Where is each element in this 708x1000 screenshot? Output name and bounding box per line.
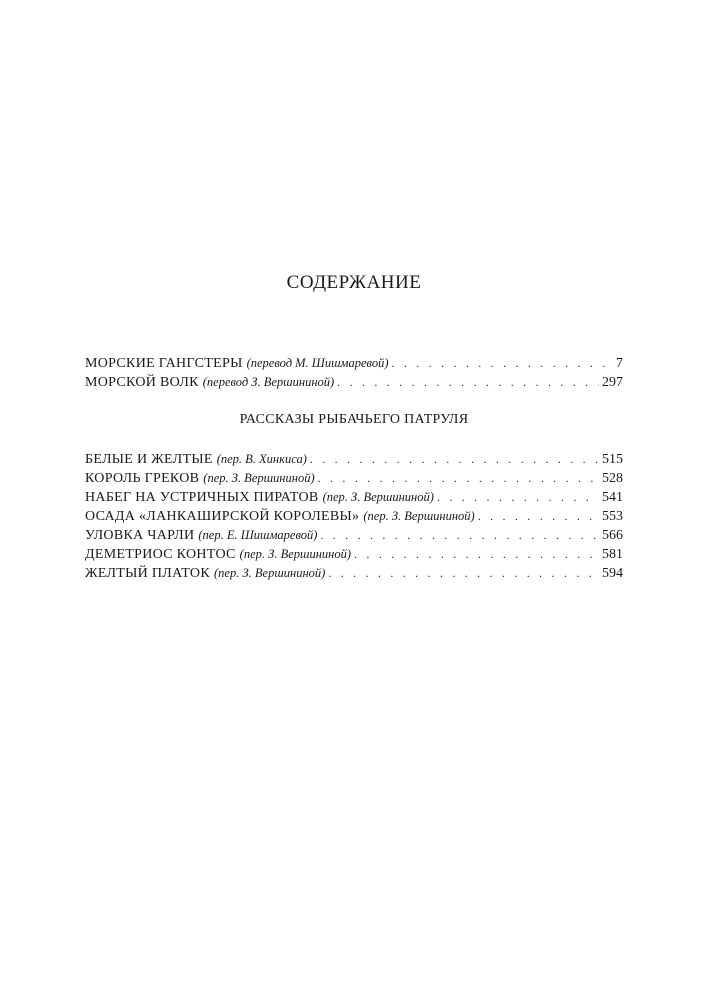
toc-entry [85, 526, 623, 545]
entry-page-number: 566 [602, 528, 623, 543]
page-title: СОДЕРЖАНИЕ [286, 272, 422, 293]
dot-leader [337, 373, 599, 392]
toc-entry [85, 450, 623, 469]
dot-leader [354, 545, 599, 564]
dot-leader [478, 507, 599, 526]
toc-entry [85, 354, 623, 373]
entry-title: ДЕМЕТРИОС КОНТОС [85, 547, 236, 562]
entry-translator: (пер. З. Вершининой) [239, 547, 352, 561]
toc-entry [85, 507, 623, 526]
entry-title: МОРСКОЙ ВОЛК [85, 375, 199, 390]
entry-translator: (пер. З. Вершининой) [213, 566, 326, 580]
entry-title: МОРСКИЕ ГАНГСТЕРЫ [85, 356, 243, 371]
section-heading: РАССКАЗЫ РЫБАЧЬЕГО ПАТРУЛЯ [239, 412, 469, 427]
dot-leader [320, 526, 599, 545]
entry-page-number: 581 [602, 547, 623, 562]
entry-title: КОРОЛЬ ГРЕКОВ [85, 471, 200, 486]
dot-leader [318, 469, 599, 488]
entry-page-number: 297 [602, 375, 623, 390]
entry-page-number: 515 [602, 452, 623, 467]
dot-leader [310, 450, 599, 469]
entry-page-number: 528 [602, 471, 623, 486]
entry-title: ОСАДА «ЛАНКАШИРСКОЙ КОРОЛЕВЫ» [85, 509, 360, 524]
entry-title: БЕЛЫЕ И ЖЕЛТЫЕ [85, 452, 213, 467]
dot-leader [328, 564, 599, 583]
entry-translator: (пер. В. Хинкиса) [216, 452, 307, 466]
toc-entry [85, 469, 623, 488]
entry-page-number: 594 [602, 566, 623, 581]
dot-leader [437, 488, 599, 507]
entry-translator: (пер. З. Вершининой) [203, 471, 315, 485]
toc-entry [85, 545, 623, 564]
entry-translator: (пер. З. Вершининой) [322, 490, 434, 504]
toc-entry [85, 373, 623, 392]
entry-translator: (перевод М. Шишмаревой) [246, 356, 389, 370]
entry-translator: (пер. Е. Шишмаревой) [198, 528, 318, 542]
toc-main-list [85, 354, 623, 392]
entry-translator: (пер. З. Вершининой) [363, 509, 475, 523]
entry-page-number: 553 [602, 509, 623, 524]
toc-entry [85, 564, 623, 583]
entry-title: ЖЕЛТЫЙ ПЛАТОК [85, 566, 210, 581]
entry-page-number: 7 [616, 356, 623, 371]
toc-stories-list [85, 450, 623, 583]
toc-entry [85, 488, 623, 507]
entry-title: УЛОВКА ЧАРЛИ [85, 528, 195, 543]
entry-translator: (перевод З. Вершининой) [202, 375, 335, 389]
dot-leader [391, 354, 613, 373]
entry-title: НАБЕГ НА УСТРИЧНЫХ ПИРАТОВ [85, 490, 319, 505]
entry-page-number: 541 [602, 490, 623, 505]
